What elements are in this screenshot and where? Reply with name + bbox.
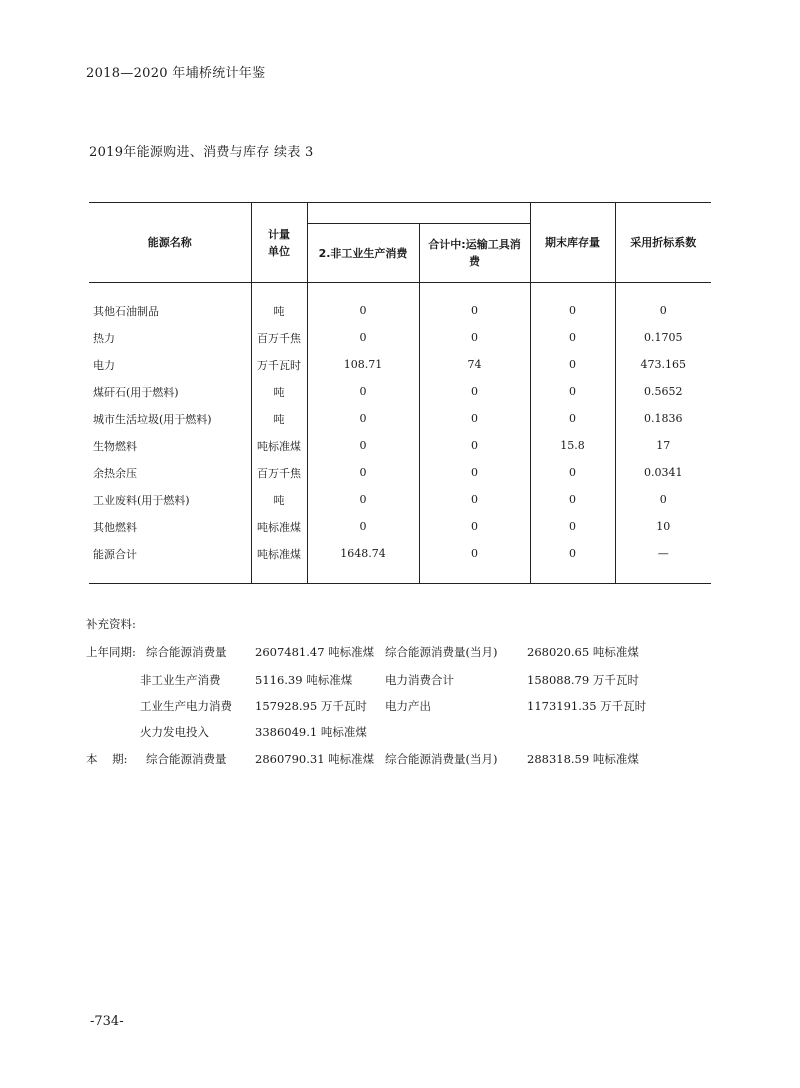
cell-unit: 吨标准煤 [251, 540, 307, 567]
cell-stock: 0 [530, 459, 615, 486]
supplement-v1: 5116.39 吨标准煤 [255, 673, 353, 687]
cell-coef: 0.0341 [615, 459, 711, 486]
table-row [89, 378, 711, 405]
header-stock: 期末库存量 [530, 203, 615, 283]
cell-coef: 0.1836 [615, 405, 711, 432]
cell-name: 其他石油制品 [93, 304, 159, 318]
cell-coef: 0 [615, 486, 711, 513]
page-number: -734- [90, 1014, 124, 1029]
cell-nonindustrial: 0 [307, 486, 419, 513]
cell-transport: 0 [419, 513, 530, 540]
supplement-v1: 3386049.1 吨标准煤 [255, 725, 367, 739]
cell-transport: 0 [419, 405, 530, 432]
header-nonindustrial: 2.非工业生产消费 [307, 224, 419, 283]
cell-name: 工业废料(用于燃料) [93, 493, 190, 507]
supplement-heading: 补充资料: [86, 617, 136, 631]
cell-transport: 0 [419, 378, 530, 405]
supplement-k2: 综合能源消费量(当月) [385, 645, 498, 659]
cell-coef: 0.5652 [615, 378, 711, 405]
cell-stock: 0 [530, 324, 615, 351]
cell-stock: 0 [530, 297, 615, 324]
cell-coef: 17 [615, 432, 711, 459]
cell-nonindustrial: 0 [307, 378, 419, 405]
header-coef: 采用折标系数 [615, 203, 711, 283]
table-row [89, 486, 711, 513]
cell-coef: 0.1705 [615, 324, 711, 351]
supplement-v2: 268020.65 吨标准煤 [527, 645, 639, 659]
cell-stock: 0 [530, 378, 615, 405]
cell-stock: 0 [530, 405, 615, 432]
cell-coef: 473.165 [615, 351, 711, 378]
cell-name: 生物燃料 [93, 439, 137, 453]
cell-nonindustrial: 0 [307, 297, 419, 324]
table-row [89, 540, 711, 567]
cell-unit: 万千瓦时 [251, 351, 307, 378]
supplement-v1: 157928.95 万千瓦时 [255, 699, 367, 713]
cell-name: 热力 [93, 331, 115, 345]
cell-transport: 0 [419, 486, 530, 513]
cell-transport: 0 [419, 540, 530, 567]
cell-nonindustrial: 0 [307, 324, 419, 351]
cell-nonindustrial: 0 [307, 405, 419, 432]
cell-name: 电力 [93, 358, 115, 372]
cell-stock: 0 [530, 351, 615, 378]
cell-stock: 15.8 [530, 432, 615, 459]
cell-nonindustrial: 0 [307, 513, 419, 540]
cell-nonindustrial: 1648.74 [307, 540, 419, 567]
table-title: 2019年能源购进、消费与库存 续表 3 [89, 145, 314, 160]
header-unit [251, 203, 307, 283]
cell-coef: — [615, 540, 711, 567]
cell-transport: 0 [419, 297, 530, 324]
spacer-row [89, 283, 711, 298]
cell-unit: 吨 [251, 297, 307, 324]
cell-unit: 百万千焦 [251, 324, 307, 351]
energy-table [89, 202, 711, 584]
cell-stock: 0 [530, 540, 615, 567]
supplement-v1: 2607481.47 吨标准煤 [255, 645, 375, 659]
cell-unit: 百万千焦 [251, 459, 307, 486]
cell-stock: 0 [530, 513, 615, 540]
table-row [89, 432, 711, 459]
cell-unit: 吨标准煤 [251, 432, 307, 459]
cell-unit: 吨标准煤 [251, 513, 307, 540]
supplement-k1: 火力发电投入 [140, 725, 209, 739]
header-name: 能源名称 [89, 203, 251, 283]
supplement-k1: 非工业生产消费 [140, 673, 221, 687]
cell-unit: 吨 [251, 405, 307, 432]
table-row [89, 324, 711, 351]
cell-name: 余热余压 [93, 466, 137, 480]
spacer-row [89, 567, 711, 584]
yearbook-header: 2018—2020 年埔桥统计年鉴 [86, 66, 266, 81]
supplement-k1: 综合能源消费量 [146, 645, 227, 659]
header-transport-text: 合计中:运输工具消费 [428, 238, 521, 268]
table-row [89, 297, 711, 324]
cell-transport: 74 [419, 351, 530, 378]
cell-coef: 0 [615, 297, 711, 324]
cell-name: 能源合计 [93, 547, 137, 561]
supplement-k2: 电力消费合计 [385, 673, 454, 687]
table-row [89, 513, 711, 540]
supplement-k1: 工业生产电力消费 [140, 699, 232, 713]
cell-nonindustrial: 108.71 [307, 351, 419, 378]
cell-transport: 0 [419, 324, 530, 351]
cell-coef: 10 [615, 513, 711, 540]
cell-nonindustrial: 0 [307, 432, 419, 459]
supplement-v2: 288318.59 吨标准煤 [527, 752, 639, 766]
table-row [89, 351, 711, 378]
header-unit-text: 计量单位 [268, 227, 290, 258]
cell-name: 煤矸石(用于燃料) [93, 385, 179, 399]
supplement-k2: 综合能源消费量(当月) [385, 752, 498, 766]
cell-name: 城市生活垃圾(用于燃料) [93, 412, 212, 426]
cell-stock: 0 [530, 486, 615, 513]
cell-transport: 0 [419, 432, 530, 459]
cell-nonindustrial: 0 [307, 459, 419, 486]
supplement-v1: 2860790.31 吨标准煤 [255, 752, 375, 766]
header-group-spacer [307, 203, 530, 224]
header-transport [419, 224, 530, 283]
table-row [89, 405, 711, 432]
supplement-prefix: 上年同期: [86, 645, 136, 659]
supplement-prefix: 本 期: [86, 752, 128, 766]
supplement-k1: 综合能源消费量 [146, 752, 227, 766]
cell-unit: 吨 [251, 378, 307, 405]
cell-transport: 0 [419, 459, 530, 486]
supplement-v2: 158088.79 万千瓦时 [527, 673, 639, 687]
cell-name: 其他燃料 [93, 520, 137, 534]
supplement-v2: 1173191.35 万千瓦时 [527, 699, 647, 713]
table-row [89, 459, 711, 486]
supplement-k2: 电力产出 [385, 699, 431, 713]
cell-unit: 吨 [251, 486, 307, 513]
table-body [89, 283, 711, 584]
